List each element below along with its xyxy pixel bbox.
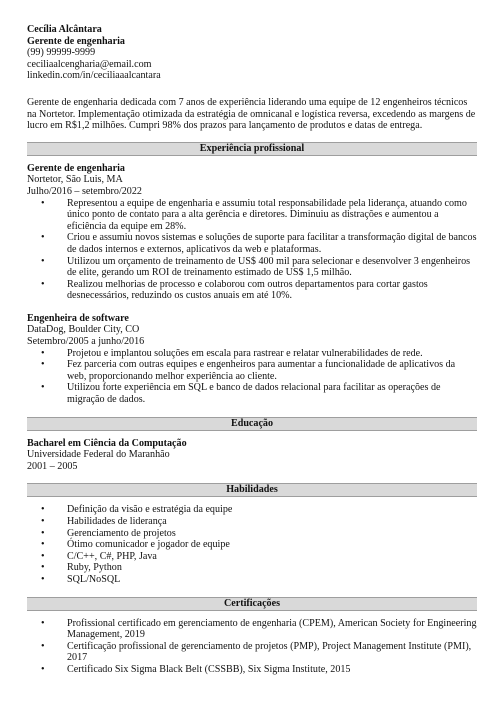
certification-item: • Certificado Six Sigma Black Belt (CSSBB), Six Sigma Institute, 2015	[67, 664, 477, 676]
job-company: DataDog, Boulder City, CO	[27, 324, 140, 336]
skill-item: • Habilidades de liderança	[67, 516, 477, 528]
job-bullet: • Representou a equipe de engenharia e assumiu total responsabilidade pela liderança, atuando como único ponto de contato para a alta gerência e diretores. Diminuiu as distrações e aumentou a eficiência da equipe em 28%.	[67, 198, 477, 233]
job-dates: Setembro/2005 a junho/2016	[27, 336, 145, 348]
candidate-name: Cecília Alcântara	[27, 24, 102, 35]
job-title: Gerente de engenharia	[27, 162, 125, 174]
section-header-skills: Habilidades	[27, 483, 477, 497]
job-bullet: • Realizou melhorias de processo e colaborou com outros departamentos para cortar gastos desnecessários, reduzindo os custos anuais em até 10%.	[67, 279, 477, 302]
job-company: Nortetor, São Luis, MA	[27, 174, 123, 186]
education-entry	[27, 438, 477, 473]
email-address: ceciliaalcengharia@email.com	[27, 58, 152, 70]
section-header-certifications: Certificações	[27, 597, 477, 611]
job-bullet: • Projetou e implantou soluções em escala para rastrear e relatar vulnerabilidades de rede.	[67, 348, 477, 360]
resume-page	[27, 24, 477, 676]
professional-summary: Gerente de engenharia dedicada com 7 anos de experiência liderando uma equipe de 12 engenheiros técnicos na Nortetor. Implementação otimizada da estratégia de omnicanal e logística reversa, excedendo as margens de lucro em R$1,2 milhões. Cumpri 98% dos prazos para lançamento de produtos e datas de entrega.	[27, 96, 476, 132]
job-entry	[27, 313, 477, 406]
resume-header	[27, 24, 477, 82]
skill-item: • SQL/NoSQL	[67, 574, 477, 586]
job-bullet: • Fez parceria com outras equipes e engenheiros para aumentar a funcionalidade de aplicativos da web, proporcionando melhor experiência ao cliente.	[67, 359, 477, 382]
job-bullets	[27, 348, 477, 406]
school-name: Universidade Federal do Maranhão	[27, 449, 170, 461]
job-bullet: • Utilizou um orçamento de treinamento de US$ 400 mil para selecionar e desenvolver 3 engenheiros de elite, gerando um ROI de treinamento estimado de US$ 1,5 milhão.	[67, 256, 477, 279]
linkedin-url: linkedin.com/in/ceciliaaalcantara	[27, 70, 161, 82]
job-entry	[27, 163, 477, 302]
skills-list	[27, 504, 477, 585]
skill-item: • Ótimo comunicador e jogador de equipe	[67, 539, 477, 551]
job-bullet: • Criou e assumiu novos sistemas e soluções de suporte para facilitar a transformação digital de bancos de dados internos e externos, aplicativos da web e plataformas.	[67, 232, 477, 255]
job-title: Engenheira de software	[27, 312, 129, 324]
education-dates: 2001 – 2005	[27, 460, 78, 472]
section-header-education: Educação	[27, 417, 477, 431]
skill-item: • C/C++, C#, PHP, Java	[67, 551, 477, 563]
skill-item: • Definição da visão e estratégia da equipe	[67, 504, 477, 516]
job-dates: Julho/2016 – setembro/2022	[27, 185, 142, 197]
phone-number: (99) 99999-9999	[27, 47, 96, 59]
certifications-list	[27, 618, 477, 676]
certification-item: • Profissional certificado em gerenciamento de engenharia (CPEM), American Society for Engineering Management, 2019	[67, 618, 477, 641]
degree-name: Bacharel em Ciência da Computação	[27, 437, 187, 449]
section-header-experience: Experiência profissional	[27, 142, 477, 156]
candidate-title: Gerente de engenharia	[27, 35, 125, 47]
skill-item: • Ruby, Python	[67, 562, 477, 574]
job-bullets	[27, 198, 477, 302]
skill-item: • Gerenciamento de projetos	[67, 528, 477, 540]
certification-item: • Certificação profissional de gerenciamento de projetos (PMP), Project Management Institute (PMI), 2017	[67, 641, 477, 664]
job-bullet: • Utilizou forte experiência em SQL e banco de dados relacional para facilitar as operações de migração de dados.	[67, 382, 477, 405]
